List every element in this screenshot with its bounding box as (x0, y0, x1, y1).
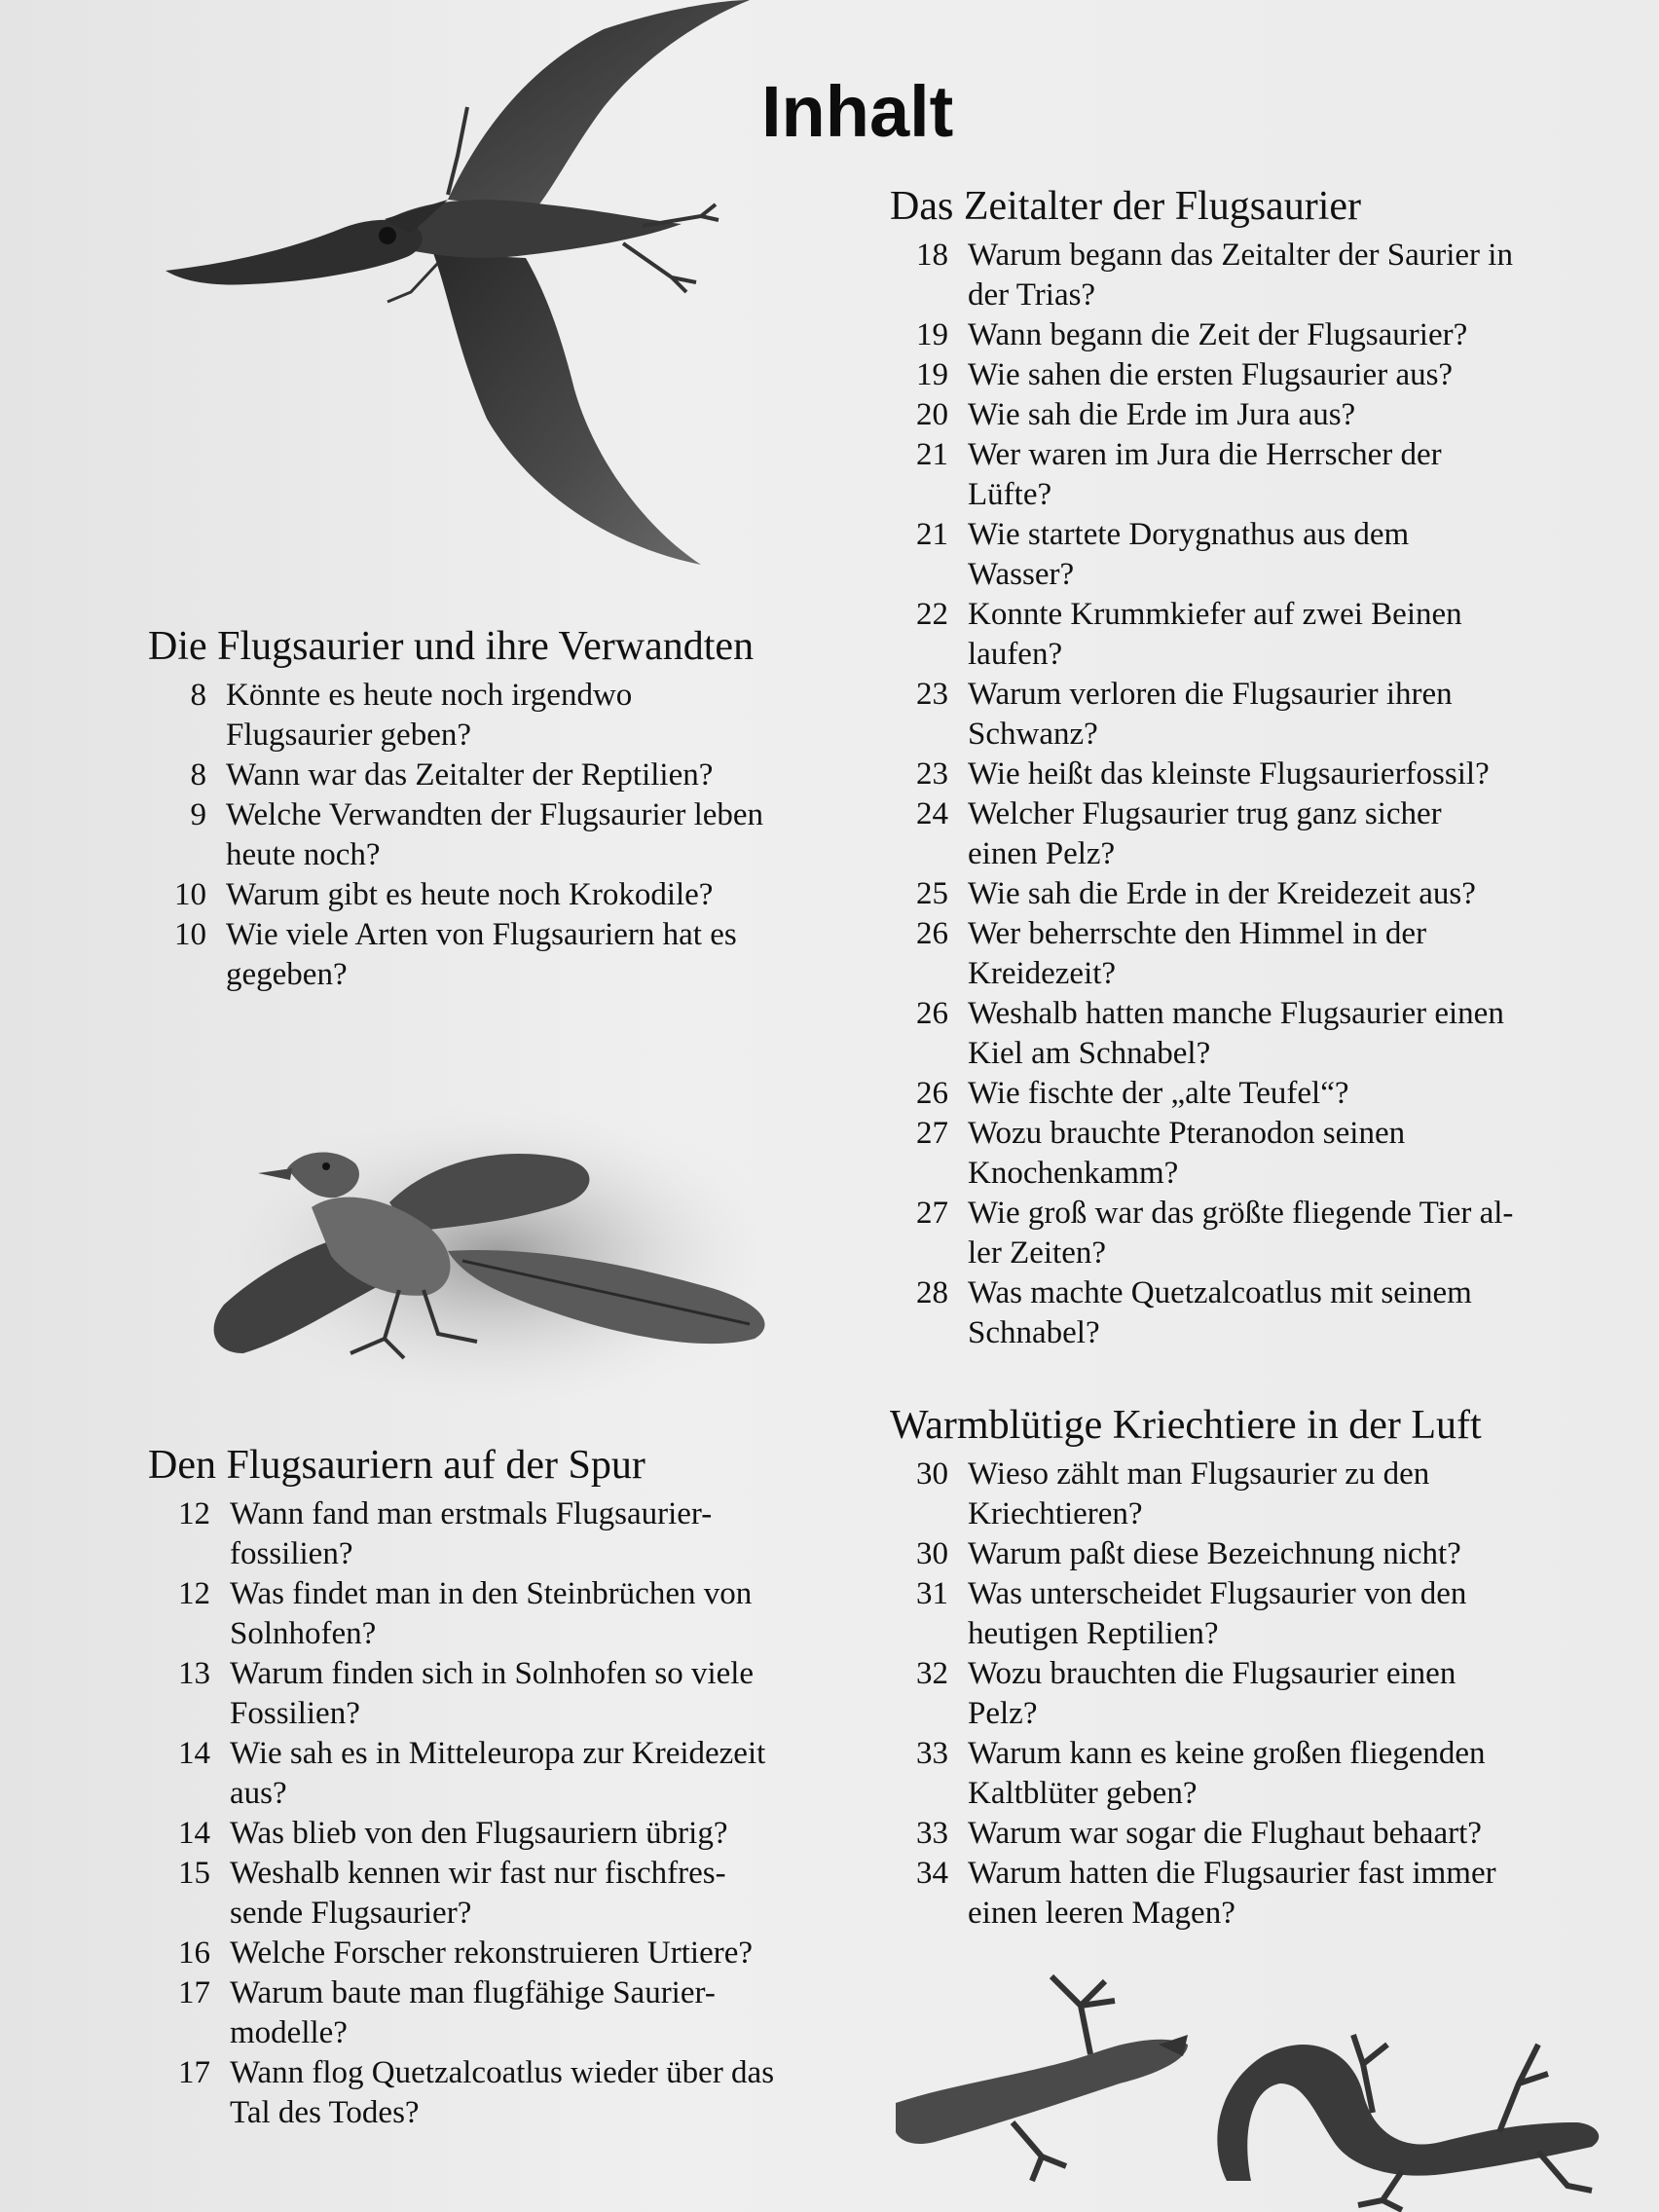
entry-question: Welche Verwandten der Flugsaurier leben heute noch? (226, 797, 764, 872)
toc-entry (890, 994, 1630, 1074)
page-number: 31 (916, 1576, 948, 1611)
toc-entry (890, 1273, 1630, 1353)
toc-entry (148, 795, 868, 875)
section-spur (148, 1442, 868, 2133)
entry-question: Warum baute man flugfähige Saurier- modelle? (230, 1975, 716, 2050)
entry-question: Wie startete Dorygnathus aus dem Wasser? (968, 517, 1410, 592)
toc-entry (148, 2053, 868, 2133)
toc-entry (890, 1814, 1630, 1854)
page-number: 27 (916, 1196, 948, 1231)
toc-entry (148, 1734, 868, 1814)
toc-entry (890, 1734, 1630, 1814)
page-number: 23 (916, 677, 948, 712)
page-number: 33 (916, 1816, 948, 1851)
page-number: 10 (174, 917, 206, 952)
entry-question: Warum kann es keine großen fliegenden Kaltblüter geben? (968, 1736, 1486, 1811)
toc-entry (890, 1574, 1630, 1654)
toc-entry (890, 794, 1630, 874)
page-number: 30 (916, 1536, 948, 1571)
entry-question: Warum verloren die Flugsaurier ihren Schwanz? (968, 677, 1453, 752)
toc-entry (148, 915, 868, 995)
page-number: 17 (178, 1975, 210, 2010)
toc-entry (890, 675, 1630, 755)
toc-entry (890, 874, 1630, 914)
toc-list (148, 676, 868, 995)
entry-question: Wie sah es in Mitteleuropa zur Kreidezeit aus? (230, 1736, 766, 1811)
entry-question: Welcher Flugsaurier trug ganz sicher einen Pelz? (968, 796, 1442, 871)
section-zeitalter (890, 183, 1630, 1353)
entry-question: Was machte Quetzalcoatlus mit seinem Schnabel? (968, 1275, 1472, 1350)
entry-question: Konnte Krummkiefer auf zwei Beinen laufen? (968, 597, 1462, 672)
page-number: 30 (916, 1456, 948, 1492)
entry-question: Warum begann das Zeitalter der Saurier in der Trias? (968, 238, 1513, 313)
toc-entry (148, 1654, 868, 1734)
toc-entry (148, 1574, 868, 1654)
toc-entry (148, 1854, 868, 1934)
toc-entry (148, 1494, 868, 1574)
page-number: 15 (178, 1856, 210, 1891)
entry-question: Wozu brauchten die Flugsaurier einen Pelz? (968, 1656, 1456, 1731)
page-number: 33 (916, 1736, 948, 1771)
entry-question: Warum paßt diese Bezeichnung nicht? (968, 1536, 1461, 1571)
page-number: 18 (916, 238, 948, 273)
entry-question: Wie sahen die ersten Flugsaurier aus? (968, 357, 1454, 392)
page-number: 26 (916, 996, 948, 1031)
toc-entry (890, 1194, 1630, 1273)
page-number: 27 (916, 1116, 948, 1151)
entry-question: Warum hatten die Flugsaurier fast immer einen leeren Magen? (968, 1856, 1496, 1931)
page-number: 14 (178, 1736, 210, 1771)
page-number: 9 (190, 797, 206, 832)
toc-entry (890, 1854, 1630, 1934)
toc-entry (890, 755, 1630, 794)
entry-question: Weshalb hatten manche Flugsaurier einen Kiel am Schnabel? (968, 996, 1504, 1071)
entry-question: Wieso zählt man Flugsaurier zu den Kriechtieren? (968, 1456, 1430, 1531)
page-number: 20 (916, 397, 948, 432)
toc-entry (890, 355, 1630, 395)
toc-entry (890, 1534, 1630, 1574)
toc-entry (890, 595, 1630, 675)
toc-entry (148, 1973, 868, 2053)
page-number: 16 (178, 1936, 210, 1971)
page-number: 12 (178, 1496, 210, 1531)
section-verwandte (148, 623, 868, 995)
page-number: 13 (178, 1656, 210, 1691)
entry-question: Weshalb kennen wir fast nur fischfres- sende Flugsaurier? (230, 1856, 726, 1931)
page-number: 26 (916, 1076, 948, 1111)
toc-entry (890, 515, 1630, 595)
section-heading: Den Flugsauriern auf der Spur (148, 1443, 645, 1488)
toc-entry (890, 395, 1630, 435)
toc-entry (148, 1934, 868, 1973)
page-number: 24 (916, 796, 948, 831)
section-heading: Warmblütige Kriechtiere in der Luft (890, 1403, 1482, 1448)
toc-entry (890, 315, 1630, 355)
page-number: 14 (178, 1816, 210, 1851)
page-number: 23 (916, 756, 948, 792)
toc-list (890, 236, 1630, 1353)
section-warmbluetig (890, 1402, 1630, 1934)
page-number: 12 (178, 1576, 210, 1611)
toc-list (148, 1494, 868, 2133)
page-number: 21 (916, 437, 948, 472)
page-number: 8 (190, 678, 206, 713)
toc-entry (890, 1114, 1630, 1194)
entry-question: Wann fand man erstmals Flugsaurier- fossilien? (230, 1496, 713, 1571)
page-number: 17 (178, 2055, 210, 2090)
entry-question: Wann war das Zeitalter der Reptilien? (226, 757, 714, 793)
toc-list (890, 1455, 1630, 1934)
page-number: 8 (190, 757, 206, 793)
page-number: 21 (916, 517, 948, 552)
entry-question: Warum gibt es heute noch Krokodile? (226, 877, 714, 912)
entry-question: Was blieb von den Flugsauriern übrig? (230, 1816, 728, 1851)
page-number: 25 (916, 876, 948, 911)
page-number: 28 (916, 1275, 948, 1310)
entry-question: Könnte es heute noch irgendwo Flugsaurier geben? (226, 678, 633, 753)
entry-question: Warum war sogar die Flughaut behaart? (968, 1816, 1482, 1851)
page-number: 34 (916, 1856, 948, 1891)
toc-entry (890, 1074, 1630, 1114)
entry-question: Warum finden sich in Solnhofen so viele Fossilien? (230, 1656, 755, 1731)
toc-entry (148, 756, 868, 795)
page-title: Inhalt (761, 71, 954, 152)
entry-question: Wer beherrschte den Himmel in der Kreidezeit? (968, 916, 1427, 991)
entry-question: Was findet man in den Steinbrüchen von Solnhofen? (230, 1576, 753, 1651)
pterosaur-illustration (156, 0, 759, 574)
page-number: 26 (916, 916, 948, 951)
page-number: 32 (916, 1656, 948, 1691)
toc-entry (890, 1654, 1630, 1734)
toc-entry (890, 435, 1630, 515)
toc-entry (890, 236, 1630, 315)
page-number: 19 (916, 357, 948, 392)
entry-question: Wie sah die Erde im Jura aus? (968, 397, 1356, 432)
section-heading: Das Zeitalter der Flugsaurier (890, 184, 1361, 229)
toc-entry (148, 875, 868, 915)
entry-question: Wie fischte der „alte Teufel“? (968, 1076, 1349, 1111)
section-heading: Die Flugsaurier und ihre Verwandten (148, 624, 755, 669)
entry-question: Wie heißt das kleinste Flugsaurierfossil? (968, 756, 1490, 792)
page-number: 19 (916, 317, 948, 352)
entry-question: Wann begann die Zeit der Flugsaurier? (968, 317, 1468, 352)
entry-question: Wie sah die Erde in der Kreidezeit aus? (968, 876, 1476, 911)
toc-entry (890, 914, 1630, 994)
page-number: 22 (916, 597, 948, 632)
page-number: 10 (174, 877, 206, 912)
lizard-illustration (896, 1947, 1636, 2212)
entry-question: Wer waren im Jura die Herrscher der Lüfte? (968, 437, 1442, 512)
entry-question: Wie viele Arten von Flugsauriern hat es gegeben? (226, 917, 737, 992)
entry-question: Welche Forscher rekonstruieren Urtiere? (230, 1936, 754, 1971)
entry-question: Wann flog Quetzalcoatlus wieder über das Tal des Todes? (230, 2055, 775, 2130)
entry-question: Was unterscheidet Flugsaurier von den heutigen Reptilien? (968, 1576, 1467, 1651)
toc-entry (148, 1814, 868, 1854)
toc-entry (148, 676, 868, 756)
entry-question: Wozu brauchte Pteranodon seinen Knochenkamm? (968, 1116, 1406, 1191)
toc-entry (890, 1455, 1630, 1534)
entry-question: Wie groß war das größte fliegende Tier al- ler Zeiten? (968, 1196, 1514, 1271)
archaeopteryx-illustration (195, 1090, 798, 1421)
